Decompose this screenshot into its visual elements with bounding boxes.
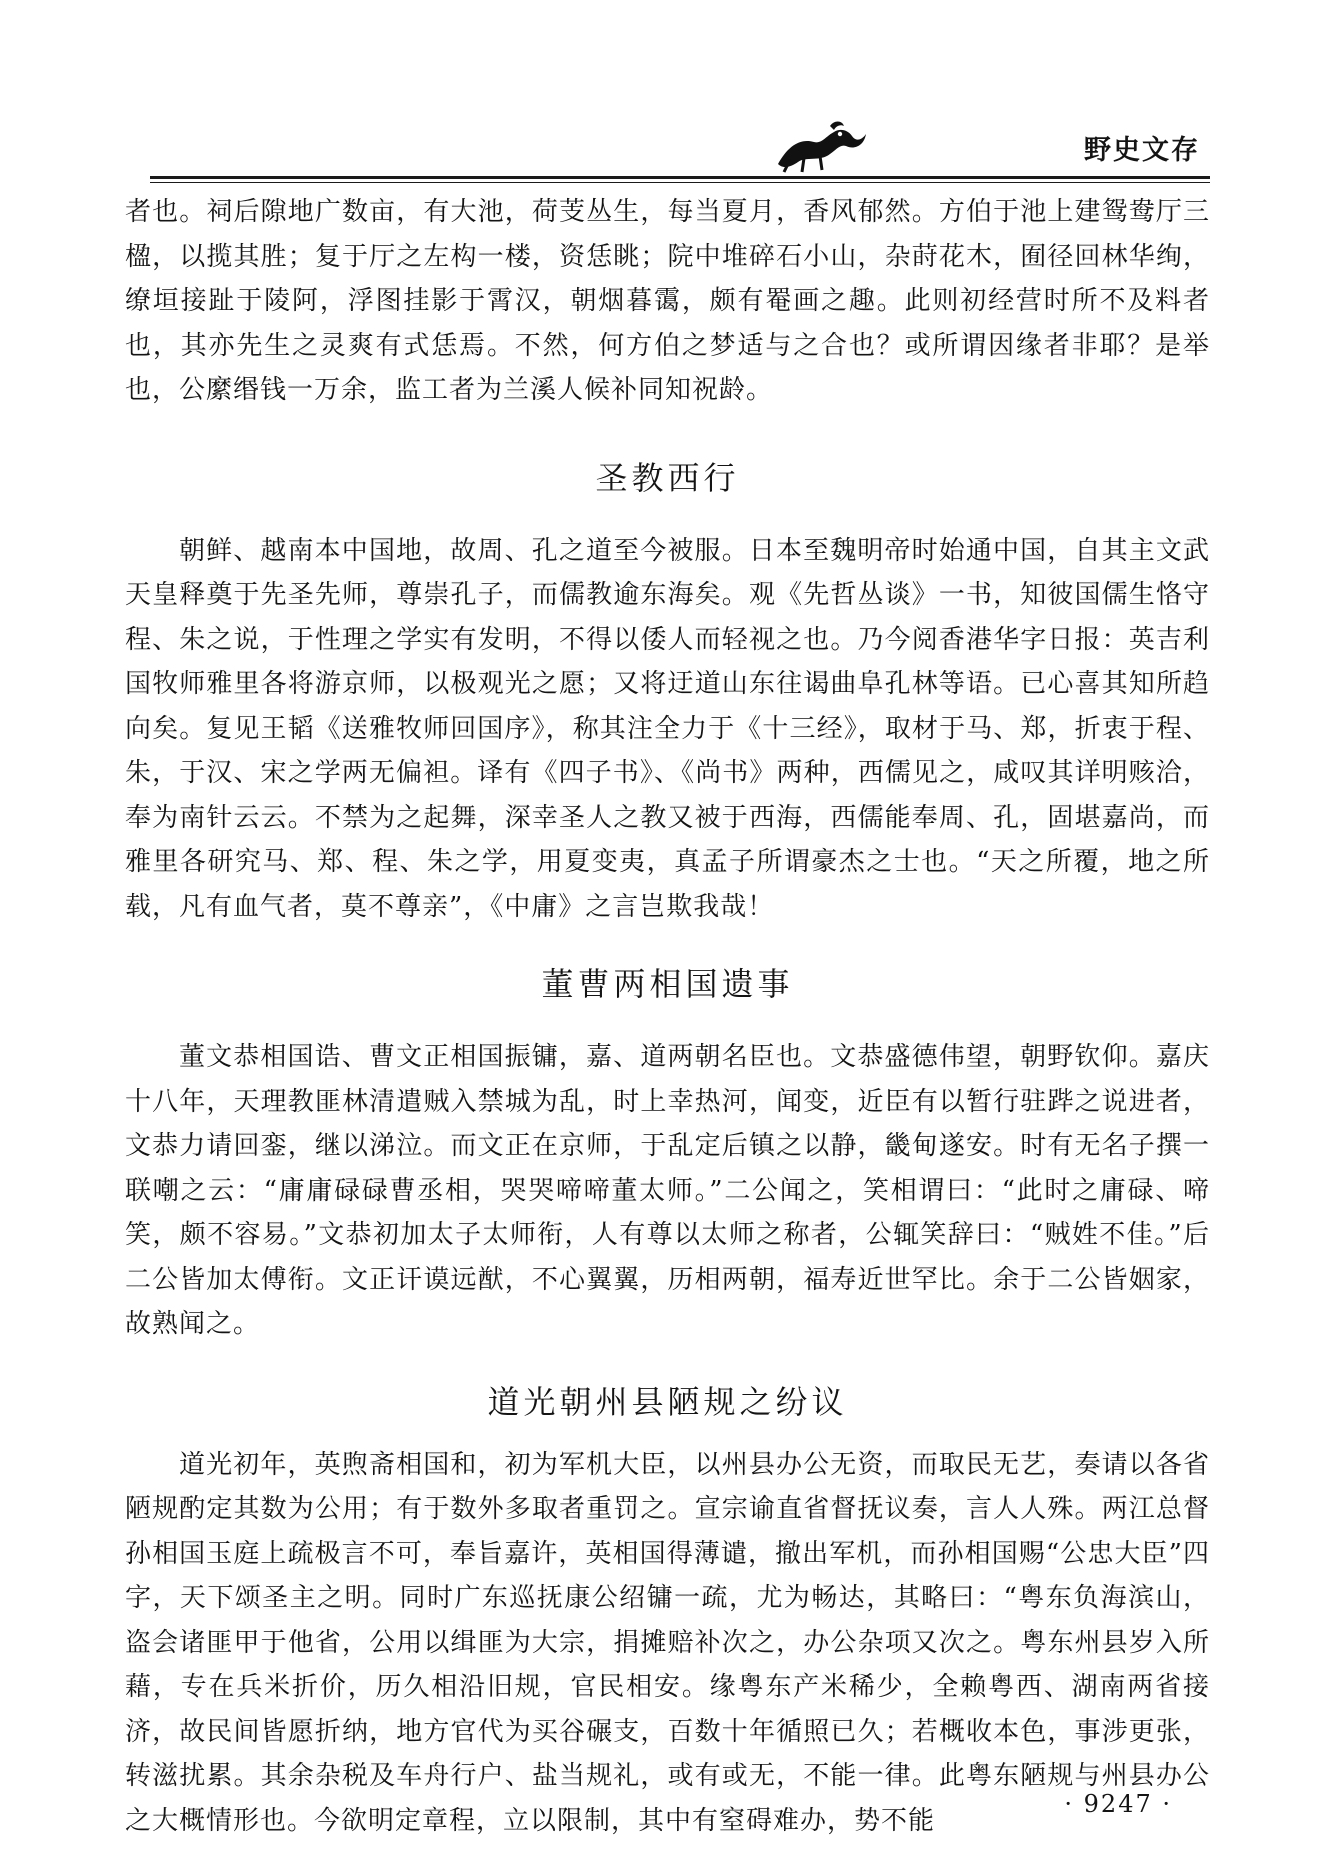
header-rule — [150, 176, 1210, 179]
page-body — [125, 190, 1210, 1843]
dragon-icon — [770, 116, 870, 176]
section-title-daoguang-lougui: 道光朝州县陋规之纷议 — [487, 1382, 848, 1421]
section-title-dong-cao: 董曹两相国遗事 — [541, 965, 794, 1003]
paragraph-continued: 者也。祠后隙地广数亩，有大池，荷芰丛生，每当夏月，香风郁然。方伯于池上建鸳鸯厅三楹，以揽其胜；复于厅之左构一楼，资恁眺；院中堆碎石小山，杂莳花木，囿径回林华绚，缭垣接趾于陵阿，浮图挂影于霄汉，朝烟暮霭，颇有罨画之趣。此则初经营时所不及料者也，其亦先生之灵爽有式恁焉。不然，何方伯之梦适与之合也？或所谓因缘者非耶？是举也，公縻缗钱一万余，监工者为兰溪人候补同知祝龄。 — [125, 197, 1210, 405]
section-title-shengjiao-xixing: 圣教西行 — [595, 458, 740, 497]
series-title: 野史文存 — [1084, 135, 1200, 166]
page-number: · 9247 · — [1064, 1790, 1172, 1818]
paragraph-dong-cao: 董文恭相国诰、曹文正相国振镛，嘉、道两朝名臣也。文恭盛德伟望，朝野钦仰。嘉庆十八年，天理教匪林清遣贼入禁城为乱，时上幸热河，闻变，近臣有以暂行驻跸之说进者，文恭力请回銮，继以涕泣。而文正在京师，于乱定后镇之以静，畿甸遂安。时有无名子撰一联嘲之云：“庸庸碌碌曹丞相，哭哭啼啼董太师。”二公闻之，笑相谓曰：“此时之庸碌、啼笑，颇不容易。”文恭初加太子太师衔，人有尊以太师之称者，公辄笑辞曰：“贼姓不佳。”后二公皆加太傅衔。文正讦谟远猷，不心翼翼，历相两朝，福寿近世罕比。余于二公皆姻家，故熟闻之。 — [125, 1042, 1210, 1339]
header-rule-thin — [150, 182, 1210, 183]
page-header — [150, 84, 1210, 176]
paragraph-daoguang-lougui: 道光初年，英煦斋相国和，初为军机大臣，以州县办公无资，而取民无艺，奏请以各省陋规酌定其数为公用；有于数外多取者重罚之。宣宗谕直省督抚议奏，言人人殊。两江总督孙相国玉庭上疏极言不可，奉旨嘉许，英相国得薄谴，撤出军机，而孙相国赐“公忠大臣”四字，天下颂圣主之明。同时广东巡抚康公绍镛一疏，尤为畅达，其略曰：“粤东负海滨山，盗会诸匪甲于他省，公用以缉匪为大宗，捐摊赔补次之，办公杂项又次之。粤东州县岁入所藉，专在兵米折价，历久相沿旧规，官民相安。缘粤东产米稀少，全赖粤西、湖南两省接济，故民间皆愿折纳，地方官代为买谷碾支，百数十年循照已久；若概收本色，事涉更张，转滋扰累。其余杂税及车舟行户、盐当规礼，或有或无，不能一律。此粤东陋规与州县办公之大概情形也。今欲明定章程，立以限制，其中有窒碍难办，势不能 — [125, 1449, 1210, 1836]
paragraph-shengjiao-xixing: 朝鲜、越南本中国地，故周、孔之道至今被服。日本至魏明帝时始通中国，自其主文武天皇释奠于先圣先师，尊崇孔子，而儒教逾东海矣。观《先哲丛谈》一书，知彼国儒生恪守程、朱之说，于性理之学实有发明，不得以倭人而轻视之也。乃今阅香港华字日报：英吉利国牧师雅里各将游京师，以极观光之愿；又将迂道山东往谒曲阜孔林等语。已心喜其知所趋向矣。复见王韬《送雅牧师回国序》，称其注全力于《十三经》，取材于马、郑，折衷于程、朱，于汉、宋之学两无偏袒。译有《四子书》、《尚书》两种，西儒见之，咸叹其详明赅洽，奉为南针云云。不禁为之起舞，深幸圣人之教又被于西海，西儒能奉周、孔，固堪嘉尚，而雅里各研究马、郑、程、朱之学，用夏变夷，真孟子所谓豪杰之士也。“天之所覆，地之所载，凡有血气者，莫不尊亲”，《中庸》之言岂欺我哉！ — [125, 535, 1210, 922]
